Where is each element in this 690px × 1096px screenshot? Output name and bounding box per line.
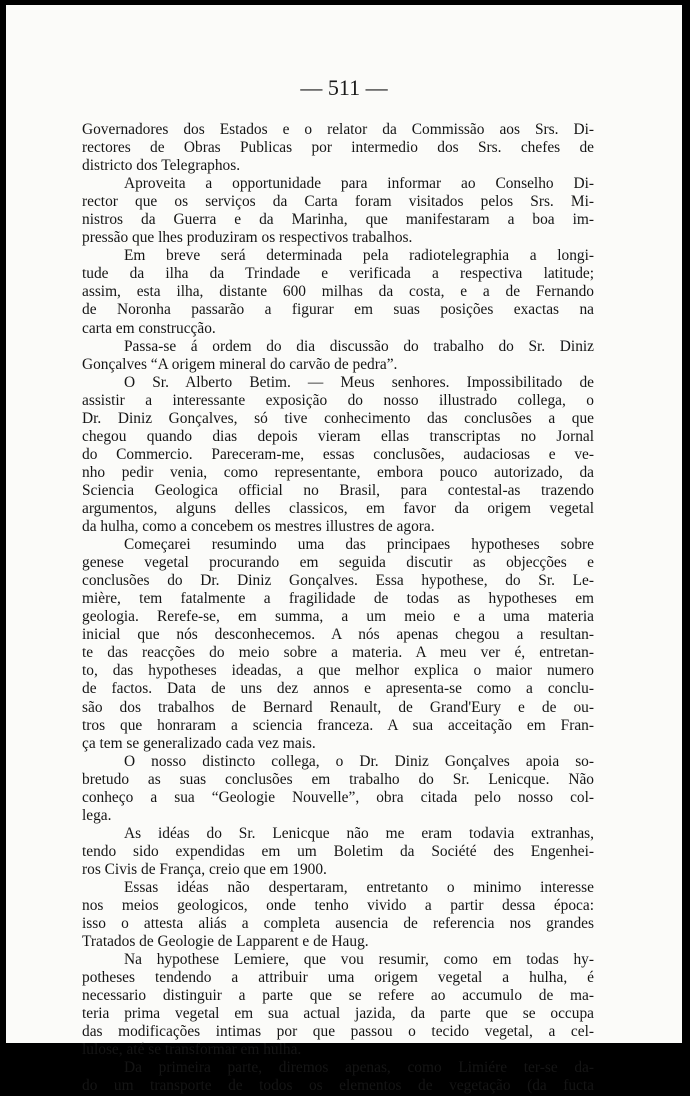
text-line: do um transporte de todos os elementos de vegetação (da fucta [82, 1077, 594, 1095]
text-line: teria prima vegetal em sua actual jazida, da parte que se occupa [82, 1005, 594, 1023]
text-line: pressão que lhes produziram os respectivos trabalhos. [82, 229, 413, 247]
text-line: bretudo as suas conclusões em trabalho do Sr. Lenicque. Não [82, 770, 594, 788]
text-line: mière, tem fatalmente a fragilidade de todas as hypotheses em [82, 590, 594, 608]
text-line: do Commercio. Pareceram-me, essas conclusões, audaciosas e ve- [82, 445, 594, 463]
text-line: potheses tendendo a attribuir uma origem vegetal a hulha, é [82, 969, 594, 987]
text-line: da hulha, como a concebem os mestres illustres de agora. [82, 518, 435, 536]
text-line: de factos. Data de uns dez annos e apresenta-se como a conclu- [82, 680, 594, 698]
text-line: nho pedir venia, como representante, embora pouco autorizado, da [82, 463, 594, 481]
text-line: Aproveita a opportunidade para informar ao Conselho Di- [124, 175, 594, 193]
text-line: tude da ilha da Trindade e verificada a respectiva latitude; [82, 265, 594, 283]
text-line: Passa-se á ordem do dia discussão do trabalho do Sr. Diniz [124, 337, 594, 355]
text-line: chegou quando dias depois vieram ellas transcriptas no Jornal [82, 427, 594, 445]
text-line: tendo sido expendidas em um Boletim da Société des Engenhei- [82, 842, 594, 860]
text-line: O Sr. Alberto Betim. — Meus senhores. Impossibilitado de [124, 373, 594, 391]
text-line: assistir a interessante exposição do nosso illustrado collega, o [82, 391, 594, 409]
text-line: nistros da Guerra e da Marinha, que manifestaram a boa im- [82, 211, 594, 229]
text-line: Começarei resumindo uma das principaes hypotheses sobre [124, 536, 594, 554]
document-page [6, 5, 682, 1095]
text-line: ça tem se generalizado cada vez mais. [82, 734, 316, 752]
text-line: são dos trabalhos de Bernard Renault, de Grand'Eury e de ou- [82, 698, 594, 716]
text-line: nos meios geologicos, onde tenho vivido a partir dessa época: [82, 897, 594, 915]
text-line: necessario distinguir a parte que se refere ao accumulo de ma- [82, 987, 594, 1005]
text-line: Em breve será determinada pela radiotelegraphia a longi- [124, 247, 594, 265]
text-line: conheço a sua “Geologie Nouvelle”, obra citada pelo nosso col- [82, 788, 594, 806]
text-line: Gonçalves “A origem mineral do carvão de pedra”. [82, 355, 398, 373]
text-line: carta em construcção. [82, 319, 216, 337]
text-line: to, das hypotheses ideadas, a que melhor explica o maior numero [82, 662, 594, 680]
text-line: lega. [82, 806, 112, 824]
text-line: ros Civis de França, creio que em 1900. [82, 860, 327, 878]
text-line: isso o attesta aliás a completa ausencia de referencia nos grandes [82, 915, 594, 933]
page-number: — 511 — [300, 75, 388, 100]
text-line: Dr. Diniz Gonçalves, só tive conhecimento das conclusões a que [82, 409, 594, 427]
text-line: te das reacções do meio sobre a materia. A meu ver é, entretan- [82, 644, 594, 662]
text-line: O nosso distincto collega, o Dr. Diniz Gonçalves apoia so- [124, 752, 594, 770]
text-line: As idéas do Sr. Lenicque não me eram todavia extranhas, [124, 824, 594, 842]
text-line: Essas idéas não despertaram, entretanto o minimo interesse [124, 878, 594, 896]
text-line: conclusões do Dr. Diniz Gonçalves. Essa hypothese, do Sr. Le- [82, 572, 594, 590]
text-line: Sciencia Geologica official no Brasil, para contestal-as trazendo [82, 481, 594, 499]
text-line: rector que os serviços da Carta foram visitados pelos Srs. Mi- [82, 193, 594, 211]
text-line: districto dos Telegraphos. [82, 157, 241, 175]
text-line: Da primeira parte, diremos apenas, como Limiére ter-se da- [124, 1059, 594, 1077]
text-line: de Noronha passarão a figurar em suas posições exactas na [82, 301, 594, 319]
text-line: Governadores dos Estados e o relator da Commissão aos Srs. Di- [82, 121, 594, 138]
text-line: inicial que nós desconhecemos. A nós apenas chegou a resultan- [82, 626, 594, 644]
text-line: das modificações intimas por que passou o tecido vegetal, a cel- [82, 1023, 594, 1041]
text-line: assim, esta ilha, distante 600 milhas da costa, e a de Fernando [82, 283, 594, 301]
text-line: geologia. Rerefe-se, em summa, a um meio e a uma materia [82, 608, 594, 626]
text-line: argumentos, alguns delles classicos, em favor da origem vegetal [82, 499, 594, 517]
text-line: Na hypothese Lemiere, que vou resumir, como em todas hy- [124, 951, 594, 969]
text-line: lulose, até se transformar em hulha. [82, 1041, 302, 1059]
text-line: Tratados de Geologie de Lapparent e de Haug. [82, 933, 369, 951]
body-text [82, 121, 594, 1096]
text-line: rectores de Obras Publicas por intermedio dos Srs. chefes de [82, 139, 594, 157]
text-line: tros que honraram a sciencia franceza. A sua acceitação em Fran- [82, 716, 594, 734]
text-line: genese vegetal procurando em seguida discutir as objecções e [82, 554, 594, 572]
